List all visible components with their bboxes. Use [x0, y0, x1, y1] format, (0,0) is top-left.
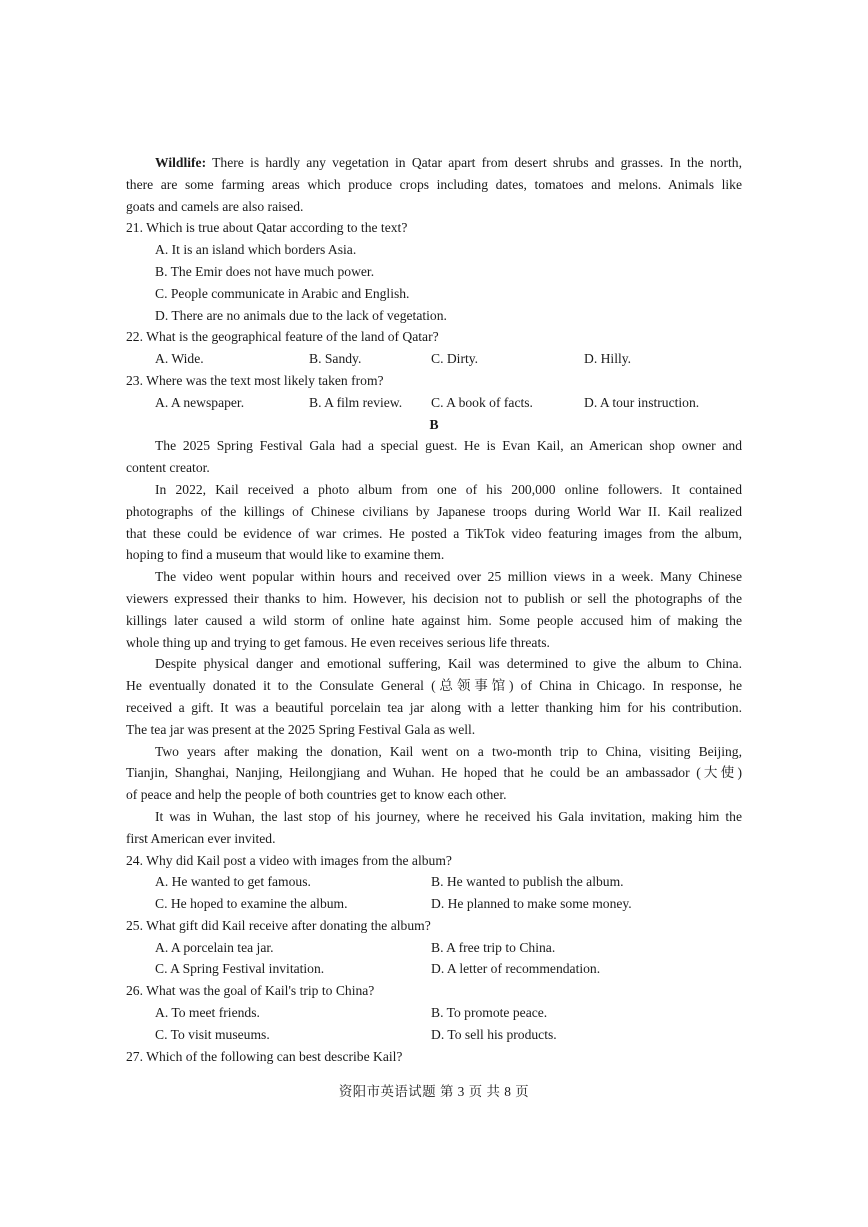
passage-p1-line-2: content creator. — [126, 460, 210, 476]
q25-options-row-1 — [126, 937, 742, 959]
passage-p2-line-1: In 2022, Kail received a photo album from one of his 200,000 online followers. It contained — [155, 481, 742, 497]
question-22: 22. What is the geographical feature of the land of Qatar? — [126, 329, 439, 345]
q22-options — [126, 348, 742, 370]
q21-option-c: C. People communicate in Arabic and English. — [155, 285, 410, 301]
q26-option-a: A. To meet friends. — [155, 1005, 260, 1021]
q24-option-b: B. He wanted to publish the album. — [431, 874, 624, 890]
q23-option-d: D. A tour instruction. — [584, 394, 700, 410]
passage-p3-line-3: killings later caused a wild storm of online hate against him. Some people accused him of making the — [126, 612, 742, 628]
q21-option-b: B. The Emir does not have much power. — [155, 263, 375, 279]
passage-p5-line-3: of peace and help the people of both countries get to know each other. — [126, 787, 507, 803]
passage-p5-line-1: Two years after making the donation, Kail went on a two-month trip to China, visiting Beijing, — [155, 743, 742, 759]
page-footer: 资阳市英语试题 第 3 页 共 8 页 — [338, 1084, 530, 1099]
q24-option-c: C. He hoped to examine the album. — [155, 896, 348, 912]
q24-option-d: D. He planned to make some money. — [431, 896, 632, 912]
question-23: 23. Where was the text most likely taken from? — [126, 372, 384, 388]
passage-p1-line-1: The 2025 Spring Festival Gala had a special guest. He is Evan Kail, an American shop owner and — [155, 438, 742, 454]
q25-option-b: B. A free trip to China. — [431, 939, 556, 955]
q26-options-row-2 — [126, 1024, 742, 1046]
passage-p4-line-3: received a gift. It was a beautiful porcelain tea jar along with a letter thanking him for his contribution. — [126, 699, 742, 715]
passage-p4-line-2: He eventually donated it to the Consulate General (总领事馆) of China in Chicago. In response, he — [126, 678, 742, 694]
question-26: 26. What was the goal of Kail's trip to China? — [126, 983, 375, 999]
wildlife-paragraph-line-1 — [126, 152, 742, 174]
wildlife-label: Wildlife: — [155, 155, 207, 170]
q26-option-c: C. To visit museums. — [155, 1026, 270, 1042]
q25-option-c: C. A Spring Festival invitation. — [155, 961, 325, 977]
q25-option-d: D. A letter of recommendation. — [431, 961, 601, 977]
wildlife-paragraph-line-3: goats and camels are also raised. — [126, 198, 304, 214]
exam-page — [126, 152, 742, 1067]
q24-option-a: A. He wanted to get famous. — [155, 874, 311, 890]
passage-p6-line-1: It was in Wuhan, the last stop of his journey, where he received his Gala invitation, making him the — [155, 808, 742, 824]
q26-option-b: B. To promote peace. — [431, 1005, 548, 1021]
passage-p3-line-4: whole thing up and trying to get famous. He even receives serious life threats. — [126, 634, 550, 650]
passage-p2-line-2: photographs of the killings of Chinese civilians by Japanese troops during World War II. Kail realized — [126, 503, 742, 519]
passage-p3-line-1: The video went popular within hours and received over 25 million views in a week. Many Chinese — [155, 569, 742, 585]
section-b-heading: B — [429, 416, 439, 432]
q22-option-d: D. Hilly. — [584, 351, 632, 367]
passage-p4-line-1: Despite physical danger and emotional suffering, Kail was determined to give the album to China. — [155, 656, 742, 672]
question-24: 24. Why did Kail post a video with images from the album? — [126, 852, 452, 868]
passage-p2-line-3: that these could be evidence of war crimes. He posted a TikTok video featuring images from the album, — [126, 525, 742, 541]
q23-option-c: C. A book of facts. — [431, 394, 533, 410]
q26-options-row-1 — [126, 1002, 742, 1024]
q25-option-a: A. A porcelain tea jar. — [155, 939, 274, 955]
passage-p5-line-2: Tianjin, Shanghai, Nanjing, Heilongjiang and Wuhan. He hoped that he could be an ambassador (大使) — [126, 765, 742, 781]
wildlife-paragraph-line-2: there are some farming areas which produce crops including dates, tomatoes and melons. Animals like — [126, 176, 742, 192]
q26-option-d: D. To sell his products. — [431, 1026, 557, 1042]
q22-option-c: C. Dirty. — [431, 351, 479, 367]
question-25: 25. What gift did Kail receive after donating the album? — [126, 917, 431, 933]
question-27: 27. Which of the following can best describe Kail? — [126, 1048, 403, 1064]
q23-option-a: A. A newspaper. — [155, 394, 245, 410]
passage-p6-line-2: first American ever invited. — [126, 830, 276, 846]
q24-options-row-1 — [126, 871, 742, 893]
q22-option-b: B. Sandy. — [309, 351, 362, 367]
q23-options — [126, 392, 742, 414]
wildlife-text-1: There is hardly any vegetation in Qatar apart from desert shrubs and grasses. In the north, — [212, 155, 742, 170]
q22-option-a: A. Wide. — [155, 351, 204, 367]
q25-options-row-2 — [126, 958, 742, 980]
q23-option-b: B. A film review. — [309, 394, 403, 410]
passage-p4-line-4: The tea jar was present at the 2025 Spring Festival Gala as well. — [126, 721, 476, 737]
question-21: 21. Which is true about Qatar according to the text? — [126, 220, 408, 236]
q21-option-a: A. It is an island which borders Asia. — [155, 242, 357, 258]
passage-p3-line-2: viewers expressed their thanks to him. However, his decision not to publish or sell the photographs of the — [126, 590, 742, 606]
q21-option-d: D. There are no animals due to the lack of vegetation. — [155, 307, 447, 323]
q24-options-row-2 — [126, 893, 742, 915]
passage-p2-line-4: hoping to find a museum that would like to examine them. — [126, 547, 445, 563]
